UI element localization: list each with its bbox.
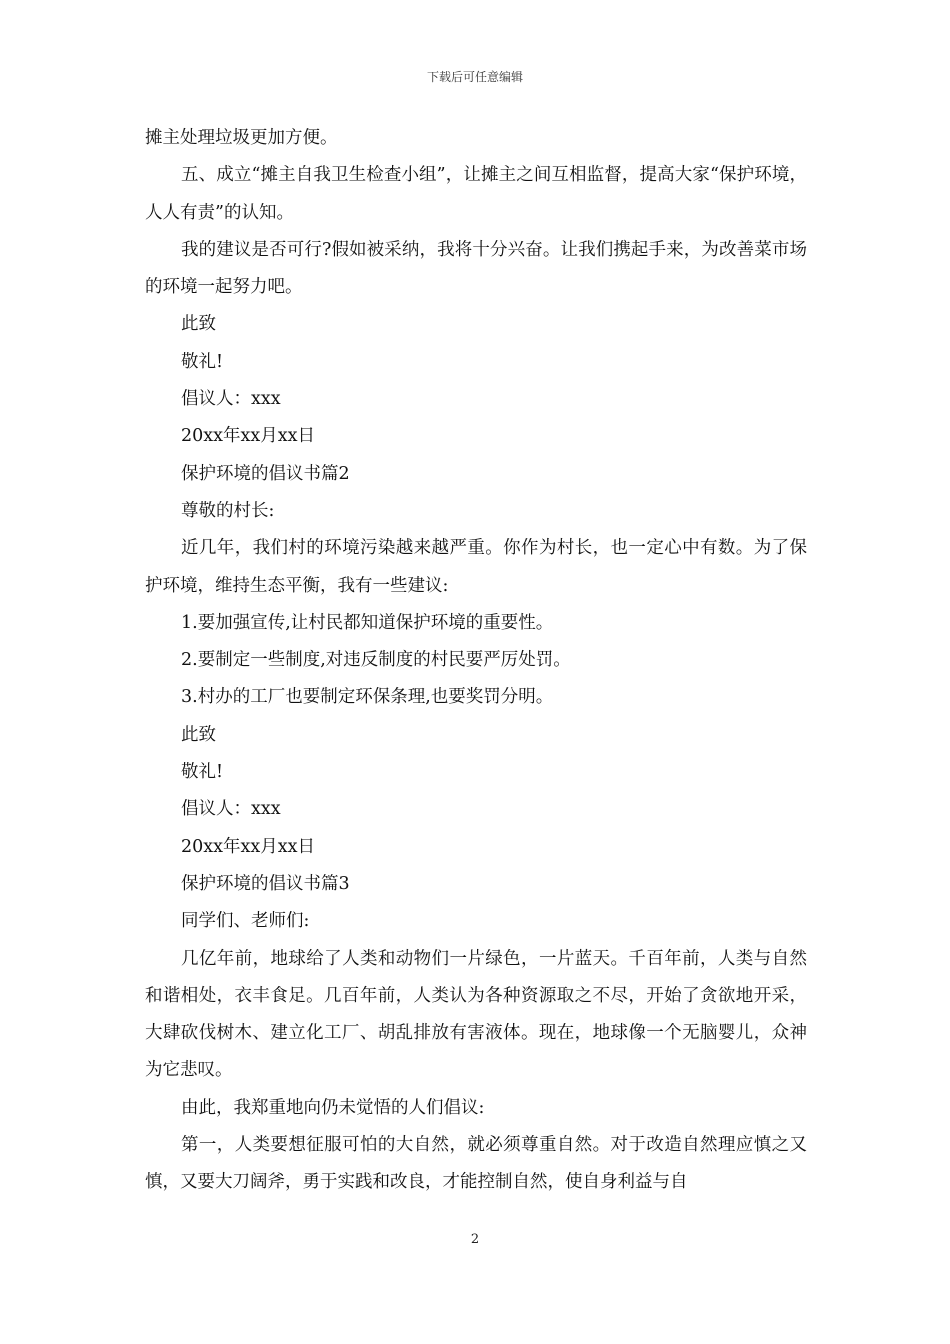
closing-salutation: 此致 [181,314,216,335]
greeting: 尊敬的村长: [181,500,275,521]
list-item: 3.村办的工厂也要制定环保条理,也要奖罚分明。 [181,687,554,708]
closing-regards: 敬礼! [181,351,224,372]
greeting: 同学们、老师们: [181,911,310,932]
paragraph: 由此，我郑重地向仍未觉悟的人们倡议: [181,1097,485,1118]
paragraph: 近几年，我们村的环境污染越来越严重。你作为村长，也一定心中有数。为了保护环境，维持生态平衡，我有一些建议: [145,538,807,596]
list-item: 1.要加强宣传,让村民都知道保护环境的重要性。 [181,612,554,633]
page-number: 2 [470,1232,480,1247]
paragraph: 五、成立“摊主自我卫生检查小组”，让摊主之间互相监督，提高大家“保护环境，人人有责”的认知。 [145,165,807,223]
signature-line: 倡议人：xxx [181,799,281,820]
section-title: 保护环境的倡议书篇2 [181,463,350,484]
document-body [145,120,807,1202]
signature-line: 倡议人：xxx [181,389,281,410]
date-line: 20xx年xx月xx日 [181,836,315,857]
list-item: 2.要制定一些制度,对违反制度的村民要严厉处罚。 [181,650,571,671]
paragraph: 摊主处理垃圾更加方便。 [145,128,338,148]
section-title: 保护环境的倡议书篇3 [181,873,350,894]
closing-regards: 敬礼! [181,762,224,783]
closing-salutation: 此致 [181,724,216,745]
paragraph: 我的建议是否可行?假如被采纳，我将十分兴奋。让我们携起手来，为改善菜市场的环境一起努力吧。 [145,239,807,298]
date-line: 20xx年xx月xx日 [181,426,315,447]
paragraph: 几亿年前，地球给了人类和动物们一片绿色，一片蓝天。千百年前，人类与自然和谐相处，衣丰食足。几百年前，人类认为各种资源取之不尽，开始了贪欲地开采，大肆砍伐树木、建立化工厂、胡乱排放有害液体。现在，地球像一个无脑婴儿，众神为它悲叹。 [145,948,807,1081]
page-header-note: 下载后可任意编辑 [426,70,523,84]
paragraph: 第一，人类要想征服可怕的大自然，就必须尊重自然。对于改造自然理应慎之又慎，又要大刀阔斧，勇于实践和改良，才能控制自然，使自身利益与自 [145,1135,807,1193]
